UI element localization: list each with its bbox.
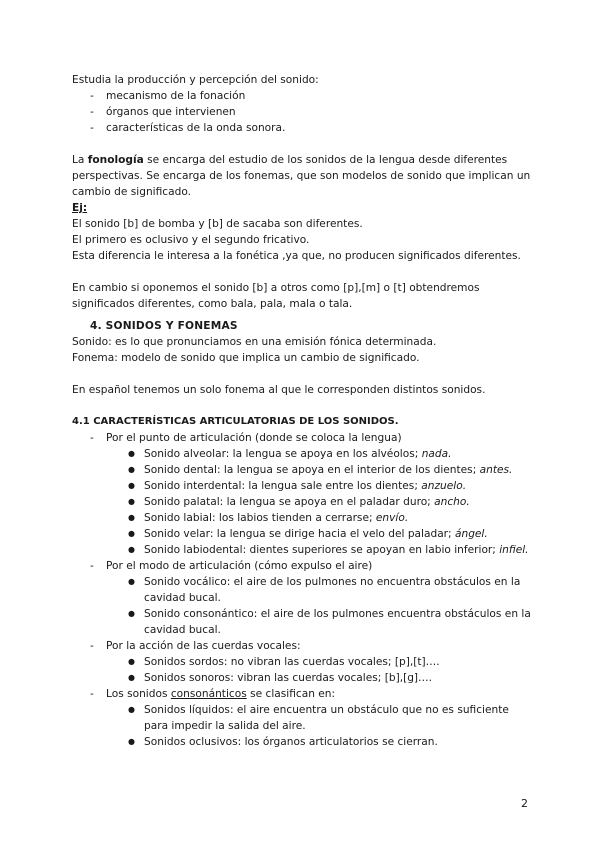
list-item: ● Sonidos sonoros: vibran las cuerdas vocales; [b],[g]…. (72, 670, 542, 686)
list-item: ● Sonido interdental: la lengua sale entre los dientes; anzuelo. (72, 478, 542, 494)
fonologia-paragraph: La fonología se encarga del estudio de los sonidos de la lengua desde diferentes perspectivas. Se encarga de los fonemas, que son modelos de sonido que implican un cambio de significado. (72, 154, 531, 198)
list-item: ● Sonidos oclusivos: los órganos articulatorios se cierran. (72, 734, 542, 750)
list-item: ● Sonido palatal: la lengua se apoya en el paladar duro; ancho. (72, 494, 542, 510)
document-page (72, 72, 542, 750)
example-label: Ej: (72, 202, 88, 214)
list-item: - Por el punto de articulación (donde se coloca la lengua) ● Sonido alveolar: la lengua se apoya en los alvéolos; nada. ● Sonido dental: la lengua se apoya en el interior de los dientes; antes. ● Sonido interdental: la lengua sale entre los dientes; anzuelo. ● Sonido palatal: la lengua se apoya en el paladar duro; ancho. ● Sonido labial: los labios tienden a cerrarse; envío. ● Sonido velar: la lengua se dirige hacia el velo del paladar; ángel. ● Sonido labiodental: dientes superiores se apoyan en labio inferior; infiel. (72, 430, 542, 558)
cuerdas-list (72, 654, 542, 686)
fonema-definition: Fonema: modelo de sonido que implica un cambio de significado. (72, 352, 420, 364)
page-number: 2 (521, 797, 528, 810)
list-item: ● Sonido dental: la lengua se apoya en el interior de los dientes; antes. (72, 462, 542, 478)
list-item: - Por el modo de articulación (cómo expulso el aire) ● Sonido vocálico: el aire de los pulmones no encuentra obstáculos en la cavidad bucal. ● Sonido consonántico: el aire de los pulmones encuentra obstáculos en la cavidad bucal. (72, 558, 542, 638)
consonanticos-term: consonánticos (170, 688, 247, 700)
example-line: El primero es oclusivo y el segundo fricativo. (72, 234, 310, 246)
list-item: - Por la acción de las cuerdas vocales: ● Sonidos sordos: no vibran las cuerdas vocales; [p],[t]…. ● Sonidos sonoros: vibran las cuerdas vocales; [b],[g]…. (72, 638, 542, 686)
espanol-paragraph: En español tenemos un solo fonema al que le corresponden distintos sonidos. (72, 384, 486, 396)
list-item: ● Sonido labiodental: dientes superiores se apoyan en labio inferior; infiel. (72, 542, 542, 558)
intro-line: Estudia la producción y percepción del sonido: (72, 74, 319, 86)
sonido-definition: Sonido: es lo que pronunciamos en una emisión fónica determinada. (72, 336, 437, 348)
example-line: Esta diferencia le interesa a la fonética ,ya que, no producen significados diferentes. (72, 250, 521, 262)
fonologia-term: fonología (87, 154, 144, 166)
list-item: ● Sonido labial: los labios tienden a cerrarse; envío. (72, 510, 542, 526)
list-item: ● Sonido alveolar: la lengua se apoya en los alvéolos; nada. (72, 446, 542, 462)
list-item: ● Sonidos líquidos: el aire encuentra un obstáculo que no es suficiente para impedir la salida del aire. (72, 702, 542, 734)
list-item: ● Sonidos sordos: no vibran las cuerdas vocales; [p],[t]…. (72, 654, 542, 670)
list-item: ● Sonido velar: la lengua se dirige hacia el velo del paladar; ángel. (72, 526, 542, 542)
list-item: ● Sonido consonántico: el aire de los pulmones encuentra obstáculos en la cavidad bucal. (72, 606, 542, 638)
list-item: ● Sonido vocálico: el aire de los pulmones no encuentra obstáculos en la cavidad bucal. (72, 574, 542, 606)
list-item: - órganos que intervienen (72, 104, 542, 120)
intro-list (72, 88, 542, 136)
contrast-paragraph: En cambio si oponemos el sonido [b] a otros como [p],[m] o [t] obtendremos significados diferentes, como bala, pala, mala o tala. (72, 282, 480, 310)
characteristics-list (72, 430, 542, 750)
example-line: El sonido [b] de bomba y [b] de sacaba son diferentes. (72, 218, 363, 230)
modo-list (72, 574, 542, 638)
section-4-heading: 4. SONIDOS Y FONEMAS (90, 320, 238, 332)
section-4-1-heading: 4.1 CARACTERÍSTICAS ARTICULATORIAS DE LOS SONIDOS. (72, 416, 399, 427)
list-item: - características de la onda sonora. (72, 120, 542, 136)
list-item: - Los sonidos consonánticos se clasifican en: ● Sonidos líquidos: el aire encuentra un obstáculo que no es suficiente para impedir la salida del aire. ● Sonidos oclusivos: los órganos articulatorios se cierran. (72, 686, 542, 750)
list-item: - mecanismo de la fonación (72, 88, 542, 104)
consonanticos-list (72, 702, 542, 750)
punto-list (72, 446, 542, 558)
